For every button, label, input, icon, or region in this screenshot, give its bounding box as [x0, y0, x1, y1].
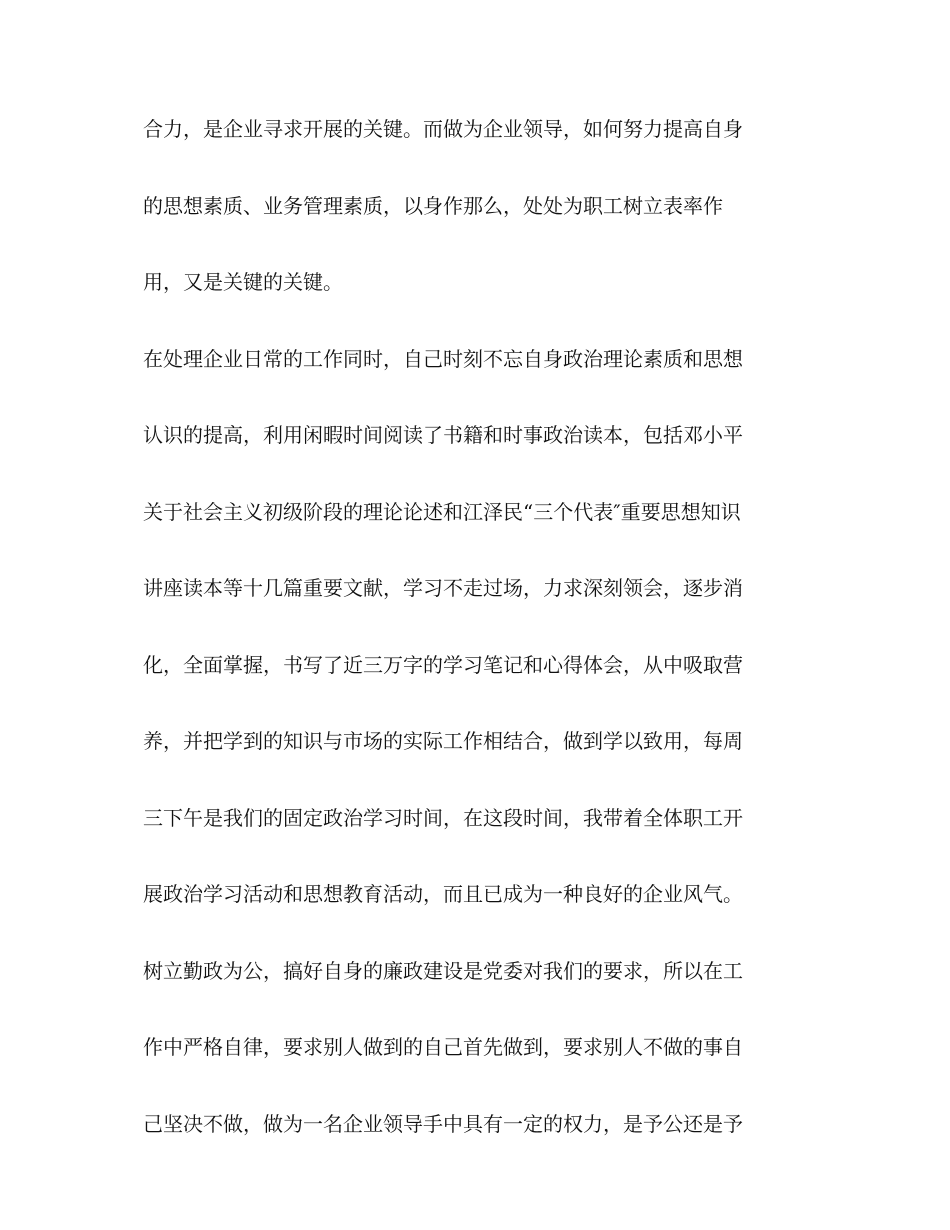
text-line: 展政治学习活动和思想教育活动，而且已成为一种良好的企业风气。 — [143, 882, 743, 906]
text-line: 关于社会主义初级阶段的理论论述和江泽民“三个代表″重要思想知识 — [143, 499, 741, 524]
text-line: 用，又是关键的关键。 — [143, 270, 343, 294]
text-line: 三下午是我们的固定政治学习时间，在这段时间，我带着全体职工开 — [143, 805, 743, 830]
text-line: 树立勤政为公，搞好自身的廉政建设是党委对我们的要求，所以在工 — [143, 958, 743, 983]
body-text — [143, 117, 813, 1188]
text-line: 的思想素质、业务管理素质，以身作那么，处处为职工树立表率作 — [143, 193, 723, 218]
text-line: 养，并把学到的知识与市场的实际工作相结合，做到学以致用，每周 — [143, 729, 743, 753]
text-line: 认识的提高，利用闲暇时间阅读了书籍和时事政治读本，包括邓小平 — [143, 423, 743, 447]
text-line: 合力，是企业寻求开展的关键。而做为企业领导，如何努力提高自身 — [143, 117, 743, 141]
text-line: 在处理企业日常的工作同时，自己时刻不忘自身政治理论素质和思想 — [143, 346, 743, 371]
text-line: 作中严格自律，要求别人做到的自己首先做到，要求别人不做的事自 — [143, 1035, 743, 1059]
text-line: 化，全面掌握，书写了近三万字的学习笔记和心得体会，从中吸取营 — [143, 652, 743, 677]
text-line: 己坚决不做，做为一名企业领导手中具有一定的权力，是予公还是予 — [143, 1111, 743, 1136]
text-line: 讲座读本等十几篇重要文献，学习不走过场，力求深刻领会，逐步消 — [143, 576, 743, 600]
